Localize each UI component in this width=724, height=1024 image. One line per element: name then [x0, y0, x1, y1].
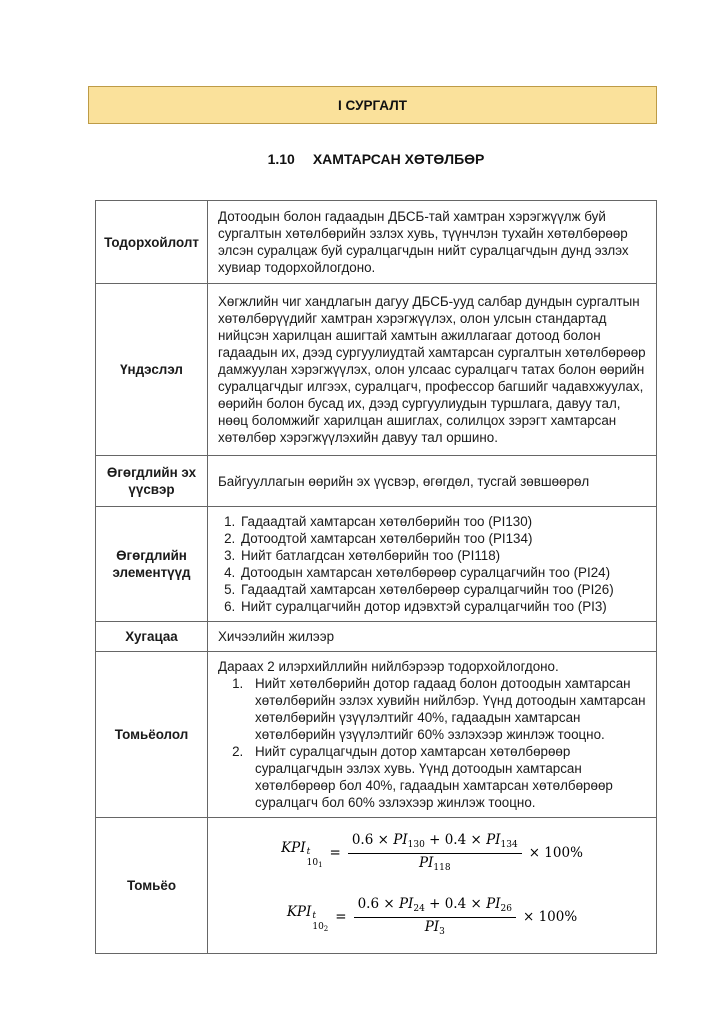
row-label: Томьёо [126, 877, 177, 893]
equals-sign: = [329, 844, 341, 861]
table-row-period [96, 622, 657, 652]
formula-tail: × 100% [522, 909, 578, 926]
denominator: $PI_3$ [424, 919, 445, 938]
section-banner [88, 86, 657, 124]
row-content-cell [208, 622, 657, 652]
row-content-cell [208, 652, 657, 818]
row-label: Өгөгдлийн эх үүсвэр [106, 465, 197, 497]
row-content-cell [208, 284, 657, 456]
list-item: 1. Нийт хөтөлбөрийн дотор гадаад болон дотоодын хамтарсан хөтөлбөрийн эзлэх хувийн нийлбэр. Үүнд дотоодын хамтарсан хөтөлбөрийн үзүүлэлтийг 40%, гадаадын хамтарсан хөтөлбөрийн үзүүлэлтийг 60% эзлэхээр жинлэж тооцно. [247, 675, 649, 743]
row-content-cell [208, 201, 657, 284]
table-row-formulation [96, 652, 657, 818]
row-label: Өгөгдлийн элементүүд [112, 548, 191, 580]
row-label-cell [96, 284, 208, 456]
page-title [95, 151, 657, 167]
list-item: 1. Гадаадтай хамтарсан хөтөлбөрийн тоо (PI130) [239, 513, 649, 530]
fraction [354, 896, 516, 938]
period-text: Хичээлийн жилээр [218, 629, 335, 644]
list-item: 2. Нийт суралцагчдын дотор хамтарсан хөтөлбөрөөр суралцагчдын эзлэх хувь. Үүнд дотоодын хамтарсан хөтөлбөрөөр бол 40%, гадаадын хамтарсан хөтөлбөрөөр суралцагч бол 60% эзлэхээр жинлэж тооцно. [247, 743, 649, 811]
rationale-text: Хөгжлийн чиг хандлагын дагуу ДБСБ-ууд салбар дундын сургалтын хөтөлбөрүүдийг хамтран хэрэгжүүлэх, олон улсын стандартад нийцсэн харилцан ашигтай хамтын ажиллагааг дотоод болон гадаадын их, дээд сургуулиудтай хамтарсан сургалтын хөтөлбөрөөр дамжуулан хэрэгжүүлэх, олон улсаас суралцагч татах болон өөрийн суралцагчдыг илгээх, суралцагч, профессор багшийг чадавхжуулах, өөрийн болон бусад их, дээд сургуулиудын туршлага, давуу тал, нөөц боломжийг харилцан ашиглах, солилцох зэрэгт хамтарсан хөтөлбөр хэрэгжүүлэхийн давуу тал оршино. [218, 294, 646, 445]
list-item: 4. Дотоодын хамтарсан хөтөлбөрөөр суралцагчийн тоо (PI24) [239, 564, 649, 581]
definition-text: Дотоодын болон гадаадын ДБСБ-тай хамтран хэрэгжүүлж буй сургалтын хөтөлбөрийн эзлэх хувь, түүнчлэн тухайн хөтөлбөрөөр элсэн суралцаж буй суралцагчдын нийт суралцагчдын дунд эзлэх хувиар тодорхойлогдоно. [218, 209, 629, 275]
list-item: 5. Гадаадтай хамтарсан хөтөлбөрөөр суралцагчийн тоо (PI26) [239, 581, 649, 598]
data-elements-list [218, 513, 649, 615]
row-label: Хугацаа [125, 629, 178, 644]
formula-lhs: KPI t $10_1$ [281, 839, 323, 869]
row-label-cell [96, 201, 208, 284]
row-label-cell [96, 818, 208, 954]
section-banner-label: I СУРГАЛТ [338, 97, 407, 113]
definition-table [95, 200, 657, 954]
data-source-text: Байгууллагын өөрийн эх үүсвэр, өгөгдөл, тусгай зөвшөөрөл [218, 473, 590, 489]
kpi-formula-2 [214, 896, 650, 938]
list-item: 6. Нийт суралцагчийн дотор идэвхтэй суралцагчийн тоо (PI3) [239, 598, 649, 615]
table-row-formula [96, 818, 657, 954]
kpi-formula-1 [214, 832, 650, 874]
fraction [348, 832, 522, 874]
row-label-cell [96, 622, 208, 652]
list-item: 3. Нийт батлагдсан хөтөлбөрийн тоо (PI118) [239, 547, 649, 564]
page-title-number: 1.10 [267, 151, 295, 167]
table-row-data-source [96, 456, 657, 507]
formula-lhs: KPI t $10_2$ [286, 904, 329, 934]
formulation-list [218, 675, 649, 811]
table-row-data-elements [96, 507, 657, 622]
table-row-definition [96, 201, 657, 284]
row-label: Тодорхойлолт [104, 234, 199, 250]
row-label: Үндэслэл [120, 362, 183, 377]
row-label-cell [96, 652, 208, 818]
list-item: 2. Дотоодтой хамтарсан хөтөлбөрийн тоо (PI134) [239, 530, 649, 547]
page-title-text: ХАМТАРСАН ХӨТӨЛБӨР [312, 151, 485, 167]
formulation-intro: Дараах 2 илэрхийллийн нийлбэрээр тодорхойлогдоно. [218, 659, 559, 674]
row-content-cell [208, 456, 657, 507]
formula-tail: × 100% [528, 844, 583, 861]
numerator: $0.6 \times PI_{130} + 0.4 \times PI_{134}$ [348, 832, 522, 854]
row-label: Томьёолол [114, 727, 189, 742]
equals-sign: = [335, 909, 347, 926]
row-content-cell [208, 507, 657, 622]
table-row-rationale [96, 284, 657, 456]
denominator: $PI_{118}$ [418, 854, 451, 873]
row-label-cell [96, 456, 208, 507]
row-content-cell [208, 818, 657, 954]
numerator: $0.6 \times PI_{24} + 0.4 \times PI_{26}$ [354, 896, 516, 918]
row-label-cell [96, 507, 208, 622]
